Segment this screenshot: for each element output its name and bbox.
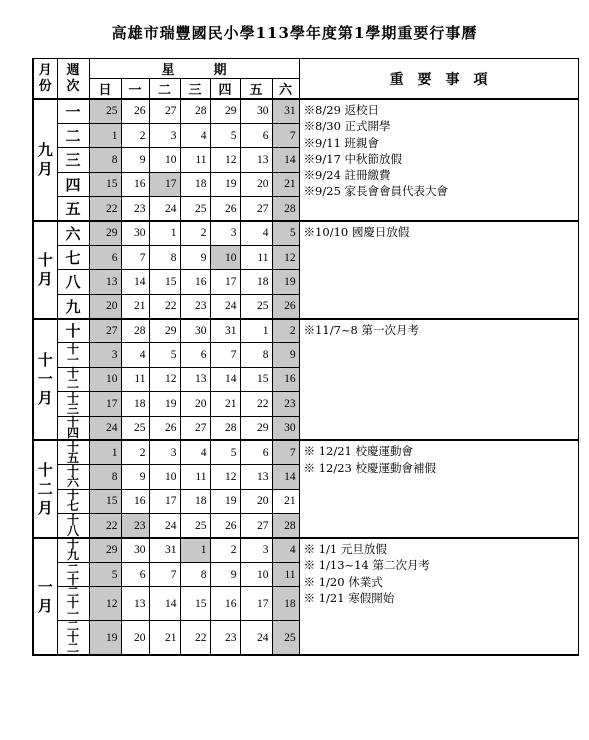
- week-label: 八: [57, 270, 89, 294]
- day-cell: 10: [240, 562, 272, 586]
- month-label: 一 月: [33, 538, 57, 655]
- day-cell: 30: [180, 319, 210, 343]
- event-item: ※ 1/1 元旦放假: [303, 542, 387, 557]
- events-cell: [299, 221, 578, 319]
- day-cell: 24: [240, 621, 272, 656]
- day-cell: 23: [121, 197, 149, 221]
- week-row: [33, 538, 578, 562]
- day-cell: 16: [180, 270, 210, 294]
- day-cell: 12: [210, 148, 240, 172]
- day-cell: 16: [272, 367, 299, 391]
- week-label: 九: [57, 294, 89, 318]
- day-cell: 5: [272, 221, 299, 245]
- day-cell: 15: [89, 489, 121, 513]
- day-cell: 22: [180, 621, 210, 656]
- day-cell: 29: [149, 319, 180, 343]
- events-cell: [299, 319, 578, 441]
- week-label: 十 二: [57, 367, 89, 391]
- day-cell: 21: [272, 172, 299, 196]
- weekday-header-4: 四: [210, 79, 240, 100]
- day-cell: 1: [180, 538, 210, 562]
- day-cell: 13: [121, 587, 149, 621]
- day-cell: 26: [210, 514, 240, 538]
- day-cell: 4: [180, 123, 210, 147]
- day-cell: 9: [180, 245, 210, 269]
- day-cell: 29: [210, 99, 240, 123]
- day-cell: 27: [240, 197, 272, 221]
- week-row: [33, 99, 578, 123]
- day-cell: 30: [121, 538, 149, 562]
- day-cell: 27: [149, 99, 180, 123]
- day-cell: 9: [210, 562, 240, 586]
- event-item: ※ 12/23 校慶運動會補假: [303, 460, 437, 475]
- day-cell: 13: [180, 367, 210, 391]
- day-cell: 7: [272, 440, 299, 464]
- day-cell: 15: [180, 587, 210, 621]
- day-cell: 21: [149, 621, 180, 656]
- event-item: ※11/7~8 第一次月考: [303, 322, 419, 337]
- day-cell: 18: [180, 172, 210, 196]
- day-cell: 2: [121, 440, 149, 464]
- week-label: 十 七: [57, 489, 89, 513]
- day-cell: 13: [89, 270, 121, 294]
- day-cell: 14: [272, 148, 299, 172]
- day-cell: 4: [240, 221, 272, 245]
- day-cell: 22: [149, 294, 180, 318]
- day-cell: 11: [240, 245, 272, 269]
- day-cell: 8: [149, 245, 180, 269]
- day-cell: 23: [121, 514, 149, 538]
- day-cell: 16: [210, 587, 240, 621]
- day-cell: 20: [121, 621, 149, 656]
- weekday-header-6: 六: [272, 79, 299, 100]
- week-header-label: 週 次: [66, 62, 80, 94]
- day-cell: 15: [89, 172, 121, 196]
- day-cell: 2: [180, 221, 210, 245]
- weekday-group-header: 星 期: [89, 59, 299, 79]
- day-cell: 19: [272, 270, 299, 294]
- day-cell: 28: [272, 197, 299, 221]
- day-cell: 9: [272, 343, 299, 367]
- day-cell: 19: [89, 621, 121, 656]
- day-cell: 29: [89, 538, 121, 562]
- day-cell: 26: [121, 99, 149, 123]
- day-cell: 25: [121, 416, 149, 440]
- day-cell: 11: [121, 367, 149, 391]
- day-cell: 14: [121, 270, 149, 294]
- event-item: ※ 1/21 寒假開始: [303, 590, 395, 605]
- day-cell: 22: [89, 197, 121, 221]
- month-header: [33, 59, 57, 100]
- day-cell: 27: [240, 514, 272, 538]
- day-cell: 6: [121, 562, 149, 586]
- day-cell: 25: [180, 197, 210, 221]
- day-cell: 2: [272, 319, 299, 343]
- day-cell: 14: [149, 587, 180, 621]
- day-cell: 17: [149, 489, 180, 513]
- day-cell: 19: [210, 172, 240, 196]
- month-label: 十 月: [33, 221, 57, 319]
- week-label: 二 十 一: [57, 587, 89, 621]
- week-label: 一: [57, 99, 89, 123]
- event-item: ※8/30 正式開學: [303, 119, 391, 134]
- day-cell: 1: [89, 440, 121, 464]
- day-cell: 12: [149, 367, 180, 391]
- day-cell: 5: [149, 343, 180, 367]
- day-cell: 8: [240, 343, 272, 367]
- day-cell: 5: [210, 440, 240, 464]
- month-label: 十 一 月: [33, 319, 57, 441]
- day-cell: 12: [210, 465, 240, 489]
- day-cell: 21: [272, 489, 299, 513]
- events-cell: [299, 99, 578, 221]
- day-cell: 6: [89, 245, 121, 269]
- weekday-header-2: 二: [149, 79, 180, 100]
- day-cell: 8: [89, 465, 121, 489]
- day-cell: 17: [149, 172, 180, 196]
- week-label: 十 八: [57, 514, 89, 538]
- day-cell: 9: [121, 465, 149, 489]
- day-cell: 14: [210, 367, 240, 391]
- day-cell: 24: [149, 197, 180, 221]
- event-item: ※ 12/21 校慶運動會: [303, 444, 414, 459]
- week-label: 二 十 二: [57, 621, 89, 656]
- events-header: 重 要 事 項: [299, 59, 578, 100]
- day-cell: 15: [149, 270, 180, 294]
- day-cell: 24: [210, 294, 240, 318]
- day-cell: 25: [240, 294, 272, 318]
- day-cell: 17: [89, 392, 121, 416]
- event-item: ※8/29 返校日: [303, 103, 380, 117]
- event-item: ※9/11 班親會: [303, 135, 380, 150]
- day-cell: 29: [240, 416, 272, 440]
- day-cell: 11: [272, 562, 299, 586]
- day-cell: 8: [89, 148, 121, 172]
- day-cell: 27: [180, 416, 210, 440]
- day-cell: 1: [240, 319, 272, 343]
- day-cell: 7: [210, 343, 240, 367]
- day-cell: 16: [121, 489, 149, 513]
- day-cell: 31: [272, 99, 299, 123]
- day-cell: 3: [210, 221, 240, 245]
- day-cell: 1: [89, 123, 121, 147]
- day-cell: 28: [210, 416, 240, 440]
- week-row: [33, 440, 578, 464]
- day-cell: 17: [240, 587, 272, 621]
- month-label: 十 二 月: [33, 440, 57, 538]
- weekday-header-5: 五: [240, 79, 272, 100]
- day-cell: 16: [121, 172, 149, 196]
- day-cell: 10: [89, 367, 121, 391]
- day-cell: 19: [210, 489, 240, 513]
- day-cell: 25: [180, 514, 210, 538]
- day-cell: 27: [89, 319, 121, 343]
- week-label: 十 四: [57, 416, 89, 440]
- calendar-table: [32, 58, 579, 656]
- week-label: 七: [57, 245, 89, 269]
- day-cell: 4: [180, 440, 210, 464]
- day-cell: 7: [121, 245, 149, 269]
- events-cell: [299, 538, 578, 655]
- day-cell: 8: [180, 562, 210, 586]
- week-label: 十 一: [57, 343, 89, 367]
- day-cell: 4: [272, 538, 299, 562]
- week-label: 十 六: [57, 465, 89, 489]
- day-cell: 28: [272, 514, 299, 538]
- day-cell: 31: [210, 319, 240, 343]
- day-cell: 11: [180, 148, 210, 172]
- day-cell: 26: [272, 294, 299, 318]
- day-cell: 10: [210, 245, 240, 269]
- day-cell: 13: [240, 148, 272, 172]
- day-cell: 28: [121, 319, 149, 343]
- day-cell: 3: [149, 123, 180, 147]
- day-cell: 6: [180, 343, 210, 367]
- day-cell: 10: [149, 148, 180, 172]
- week-label: 五: [57, 197, 89, 221]
- day-cell: 21: [210, 392, 240, 416]
- month-label: 九 月: [33, 99, 57, 221]
- weekday-header-0: 日: [89, 79, 121, 100]
- event-item: ※10/10 國慶日放假: [303, 224, 410, 239]
- day-cell: 18: [180, 489, 210, 513]
- day-cell: 19: [149, 392, 180, 416]
- day-cell: 3: [149, 440, 180, 464]
- week-label: 三: [57, 148, 89, 172]
- day-cell: 11: [180, 465, 210, 489]
- day-cell: 28: [180, 99, 210, 123]
- day-cell: 22: [240, 392, 272, 416]
- day-cell: 18: [240, 270, 272, 294]
- day-cell: 23: [272, 392, 299, 416]
- event-item: ※9/24 註冊繳費: [303, 168, 391, 183]
- day-cell: 20: [240, 489, 272, 513]
- day-cell: 20: [89, 294, 121, 318]
- day-cell: 10: [149, 465, 180, 489]
- day-cell: 7: [149, 562, 180, 586]
- day-cell: 6: [240, 440, 272, 464]
- day-cell: 2: [210, 538, 240, 562]
- week-label: 十: [57, 319, 89, 343]
- day-cell: 24: [89, 416, 121, 440]
- day-cell: 17: [210, 270, 240, 294]
- day-cell: 25: [272, 621, 299, 656]
- day-cell: 5: [89, 562, 121, 586]
- day-cell: 20: [240, 172, 272, 196]
- day-cell: 3: [240, 538, 272, 562]
- page-title: 高雄市瑞豐國民小學113學年度第1學期重要行事曆: [111, 24, 478, 42]
- day-cell: 30: [272, 416, 299, 440]
- day-cell: 6: [240, 123, 272, 147]
- day-cell: 22: [89, 514, 121, 538]
- week-header: [57, 59, 89, 100]
- day-cell: 25: [89, 99, 121, 123]
- event-item: ※ 1/20 休業式: [303, 574, 383, 589]
- week-row: [33, 319, 578, 343]
- day-cell: 14: [272, 465, 299, 489]
- weekday-header-1: 一: [121, 79, 149, 100]
- day-cell: 12: [89, 587, 121, 621]
- day-cell: 30: [121, 221, 149, 245]
- week-label: 十 三: [57, 392, 89, 416]
- day-cell: 1: [149, 221, 180, 245]
- day-cell: 31: [149, 538, 180, 562]
- day-cell: 23: [210, 621, 240, 656]
- day-cell: 2: [121, 123, 149, 147]
- day-cell: 13: [240, 465, 272, 489]
- event-item: ※ 1/13~14 第二次月考: [303, 558, 430, 573]
- day-cell: 12: [272, 245, 299, 269]
- day-cell: 5: [210, 123, 240, 147]
- day-cell: 3: [89, 343, 121, 367]
- day-cell: 20: [180, 392, 210, 416]
- day-cell: 26: [149, 416, 180, 440]
- day-cell: 24: [149, 514, 180, 538]
- week-label: 四: [57, 172, 89, 196]
- week-label: 六: [57, 221, 89, 245]
- day-cell: 26: [210, 197, 240, 221]
- day-cell: 29: [89, 221, 121, 245]
- event-item: ※9/25 家長會會員代表大會: [303, 184, 449, 199]
- events-cell: [299, 440, 578, 538]
- week-label: 二: [57, 123, 89, 147]
- week-label: 十 九: [57, 538, 89, 562]
- week-row: [33, 221, 578, 245]
- day-cell: 18: [272, 587, 299, 621]
- day-cell: 30: [240, 99, 272, 123]
- day-cell: 9: [121, 148, 149, 172]
- month-header-label: 月 份: [38, 62, 52, 94]
- week-label: 二 十: [57, 562, 89, 586]
- day-cell: 4: [121, 343, 149, 367]
- day-cell: 21: [121, 294, 149, 318]
- header-row-1: [33, 59, 578, 79]
- day-cell: 23: [180, 294, 210, 318]
- day-cell: 7: [272, 123, 299, 147]
- event-item: ※9/17 中秋節放假: [303, 151, 403, 166]
- week-label: 十 五: [57, 440, 89, 464]
- day-cell: 18: [121, 392, 149, 416]
- weekday-header-3: 三: [180, 79, 210, 100]
- day-cell: 15: [240, 367, 272, 391]
